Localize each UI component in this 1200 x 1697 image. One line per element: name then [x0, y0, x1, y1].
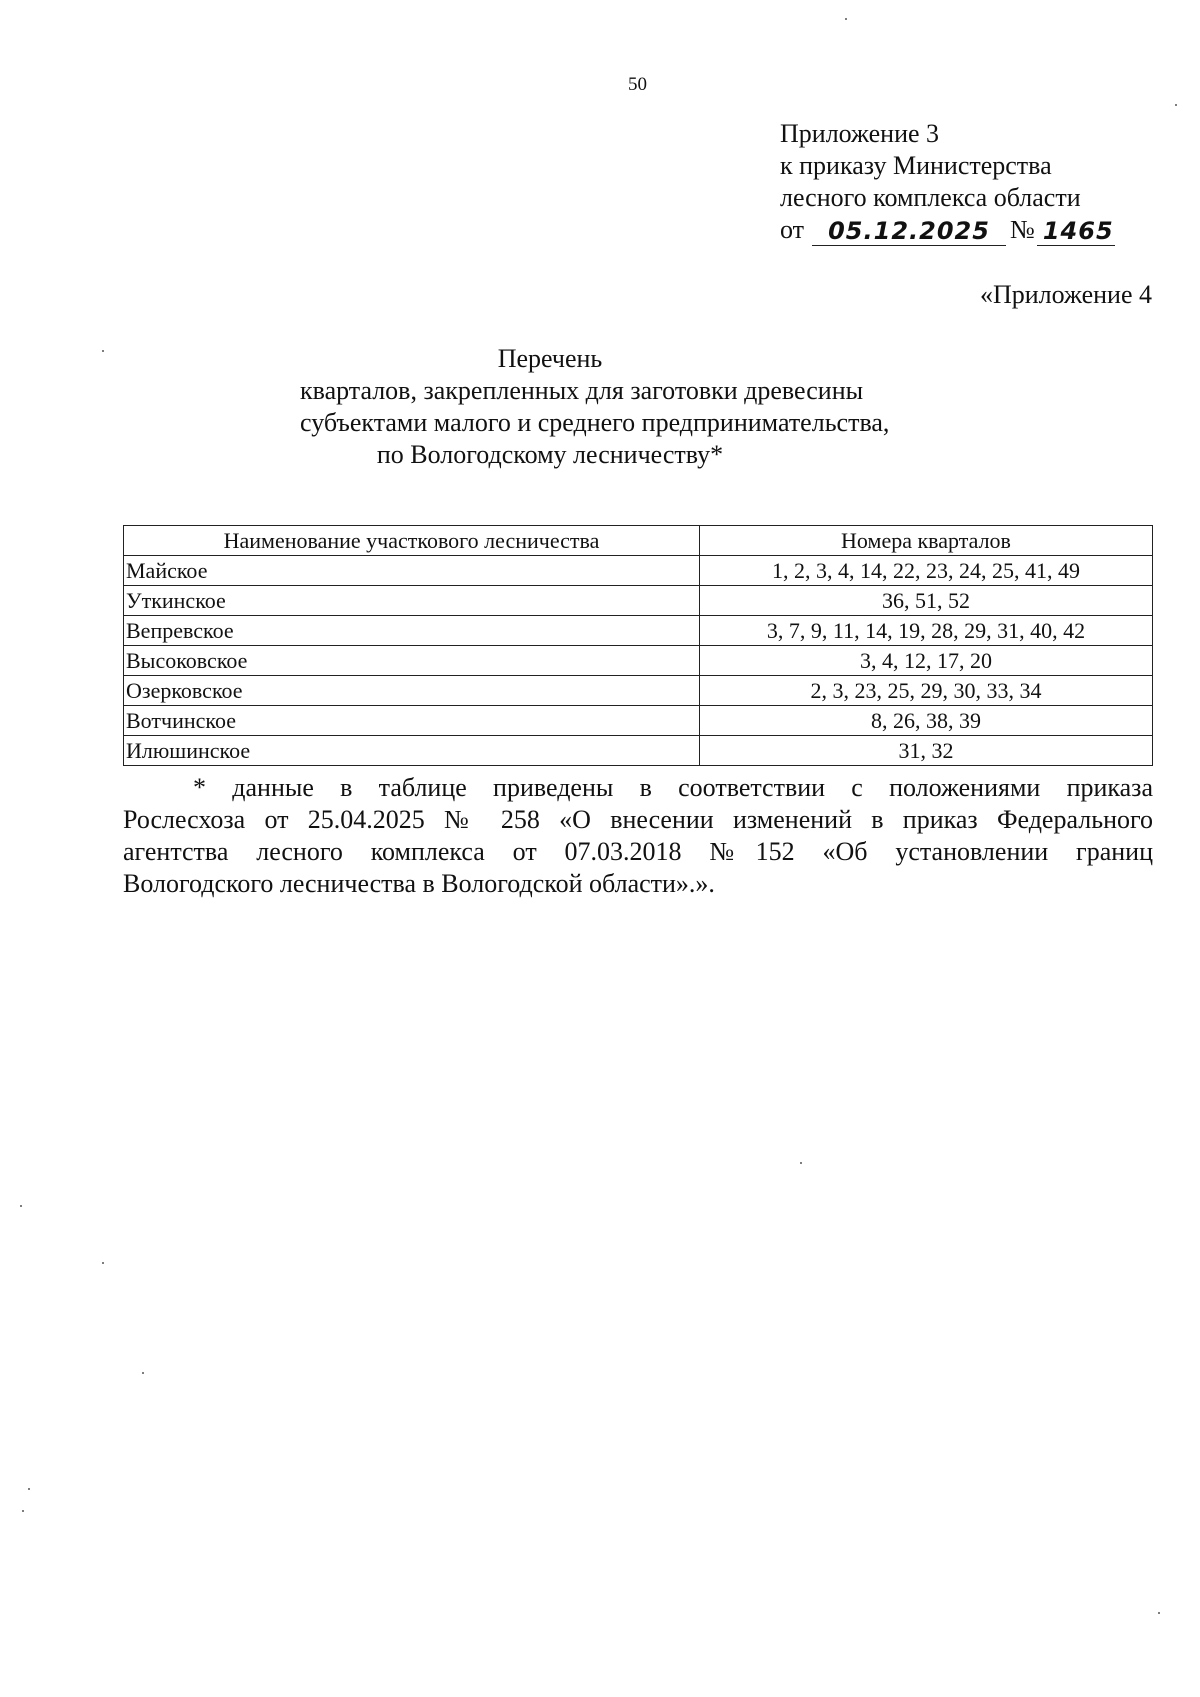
scan-speck — [20, 1205, 22, 1207]
document-title — [300, 343, 890, 471]
order-date-line — [780, 214, 1115, 246]
table-row — [124, 736, 1153, 766]
quarter-numbers: 31, 32 — [700, 736, 1153, 766]
title-line-1: Перечень — [497, 344, 603, 373]
district-name: Озерковское — [124, 676, 700, 706]
table-row — [124, 616, 1153, 646]
table-footnote — [123, 772, 1153, 900]
district-name: Высоковское — [124, 646, 700, 676]
table-row — [124, 556, 1153, 586]
scan-speck — [22, 1510, 24, 1512]
quarter-numbers: 1, 2, 3, 4, 14, 22, 23, 24, 25, 41, 49 — [700, 556, 1153, 586]
table-row — [124, 706, 1153, 736]
quarter-numbers: 3, 7, 9, 11, 14, 19, 28, 29, 31, 40, 42 — [700, 616, 1153, 646]
quarter-numbers: 36, 51, 52 — [700, 586, 1153, 616]
quarter-numbers: 8, 26, 38, 39 — [700, 706, 1153, 736]
handwritten-order-number: 1465 — [1037, 217, 1115, 246]
table-header-row — [124, 526, 1153, 556]
scan-speck — [142, 1372, 144, 1374]
ministry-name: лесного комплекса области — [780, 183, 1081, 212]
footnote-line-2: Рослесхоза от 25.04.2025 № 258 «О внесении изменений в приказ Федерального — [123, 805, 1153, 834]
number-sign: № — [1010, 215, 1035, 244]
district-name: Вотчинское — [124, 706, 700, 736]
district-name: Майское — [124, 556, 700, 586]
table-row — [124, 676, 1153, 706]
handwritten-date: 05.12.2025 — [812, 217, 1006, 246]
appendix-header — [780, 118, 1115, 246]
quarter-numbers: 3, 4, 12, 17, 20 — [700, 646, 1153, 676]
footnote-line-4: Вологодского лесничества в Вологодской области».». — [123, 869, 715, 898]
column-header-quarters: Номера кварталов — [700, 526, 1153, 556]
title-line-2: кварталов, закрепленных для заготовки древесины — [300, 376, 864, 405]
page-number: 50 — [628, 74, 647, 95]
column-header-district: Наименование участкового лесничества — [124, 526, 700, 556]
district-name: Вепревское — [124, 616, 700, 646]
appendix-number: Приложение 3 — [780, 119, 940, 148]
scan-speck — [102, 1262, 104, 1264]
footnote-line-1: * данные в таблице приведены в соответствии с положениями приказа — [193, 773, 1153, 802]
quarters-table — [123, 525, 1153, 766]
title-line-3: субъектами малого и среднего предпринимательства, — [300, 408, 890, 437]
table-row — [124, 646, 1153, 676]
footnote-line-3: агентства лесного комплекса от 07.03.2018 №152 «Об установлении границ — [123, 837, 1153, 866]
appendix-4-label: «Приложение 4 — [979, 280, 1152, 309]
district-name: Уткинское — [124, 586, 700, 616]
quarter-numbers: 2, 3, 23, 25, 29, 30, 33, 34 — [700, 676, 1153, 706]
title-line-4: по Вологодскому лесничеству* — [376, 440, 724, 469]
table-row — [124, 586, 1153, 616]
scan-speck — [28, 1488, 30, 1490]
scan-speck — [1158, 1612, 1160, 1614]
district-name: Илюшинское — [124, 736, 700, 766]
scan-speck — [102, 350, 104, 352]
scan-speck — [800, 1162, 802, 1164]
order-reference: к приказу Министерства — [780, 151, 1052, 180]
scan-speck — [1175, 104, 1177, 106]
scan-speck — [845, 18, 847, 20]
date-prefix: от — [780, 215, 805, 244]
